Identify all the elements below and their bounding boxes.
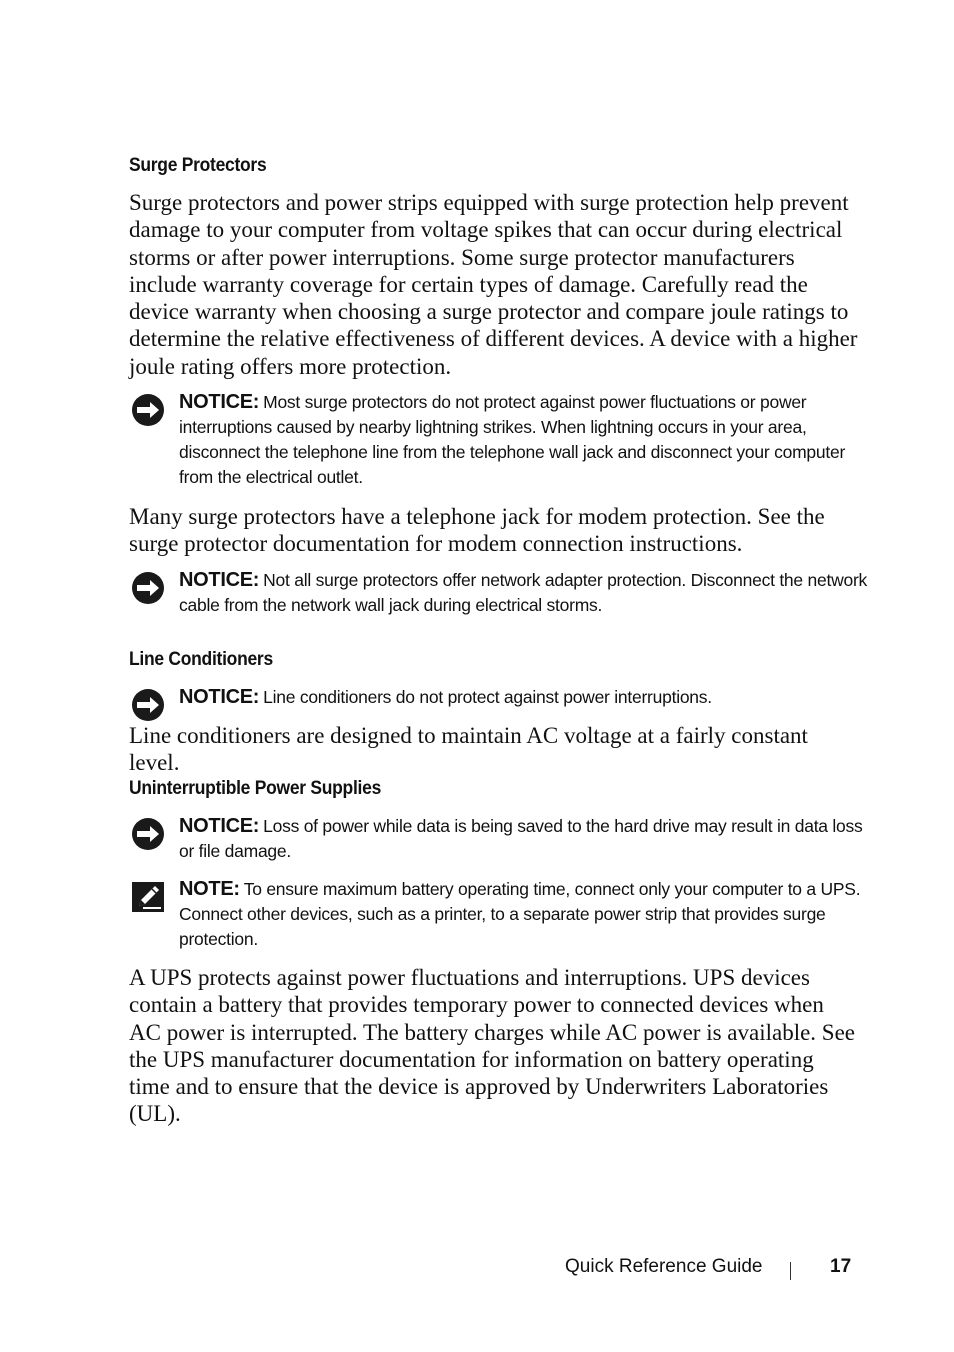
notice-text <box>179 390 869 490</box>
notice-icon <box>131 817 165 851</box>
note-block-ups <box>129 877 859 952</box>
page-number: 17 <box>830 1256 852 1277</box>
note-text <box>179 877 869 952</box>
note-pencil-icon <box>131 880 165 914</box>
heading-line-conditioners: Line Conditioners <box>129 649 273 670</box>
notice-block-network <box>129 568 868 618</box>
notice-body: Not all surge protectors offer network adapter protection. Disconnect the network cable from the network wall jack during electrical storms. <box>179 570 868 615</box>
notice-text <box>179 568 869 618</box>
notice-body: Loss of power while data is being saved to the hard drive may result in data loss or file damage. <box>179 816 863 861</box>
footer-title: Quick Reference Guide <box>565 1256 763 1277</box>
notice-block-line-conditioners <box>129 685 859 710</box>
note-body: To ensure maximum battery operating time, connect only your computer to a UPS. Connect other devices, such as a printer, to a separate power strip that provides surge protection. <box>179 879 861 949</box>
footer-separator <box>790 1262 791 1280</box>
notice-icon <box>131 571 165 605</box>
notice-label: NOTICE: <box>179 686 260 708</box>
note-label: NOTE: <box>179 878 240 900</box>
paragraph-modem-jack: Many surge protectors have a telephone jack for modem protection. See the surge protector documentation for modem connection instructions. <box>129 504 825 557</box>
notice-text <box>179 685 869 710</box>
notice-text <box>179 814 869 864</box>
notice-body: Line conditioners do not protect against power interruptions. <box>263 687 712 707</box>
paragraph-surge-intro: Surge protectors and power strips equipped with surge protection help prevent damage to your computer from voltage spikes that can occur during electrical storms or after power interruptions. Some surge protector manufacturers include warranty coverage for certain types of damage. Carefully read the device warranty when choosing a surge protector and compare joule ratings to determine the relative effectiveness of different devices. A device with a higher joule rating offers more protection. <box>129 190 858 379</box>
notice-body: Most surge protectors do not protect against power fluctuations or power interruptions caused by nearby lightning strikes. When lightning occurs in your area, disconnect the telephone line from the telephone wall jack and disconnect your computer from the electrical outlet. <box>179 392 846 487</box>
heading-ups: Uninterruptible Power Supplies <box>129 778 382 799</box>
paragraph-ups: A UPS protects against power fluctuations and interruptions. UPS devices contain a battery that provides temporary power to connected devices when AC power is interrupted. The battery charges while AC power is available. See the UPS manufacturer documentation for information on battery operating time and to ensure that the device is approved by Underwriters Laboratories (UL). <box>129 965 856 1127</box>
notice-label: NOTICE: <box>179 391 260 413</box>
notice-icon <box>131 393 165 427</box>
paragraph-line-conditioners: Line conditioners are designed to maintain AC voltage at a fairly constant level. <box>129 723 808 776</box>
notice-icon <box>131 688 165 722</box>
notice-block-data-loss <box>129 814 863 864</box>
notice-block-lightning <box>129 390 859 490</box>
heading-surge-protectors: Surge Protectors <box>129 155 267 176</box>
notice-label: NOTICE: <box>179 815 260 837</box>
notice-label: NOTICE: <box>179 569 260 591</box>
